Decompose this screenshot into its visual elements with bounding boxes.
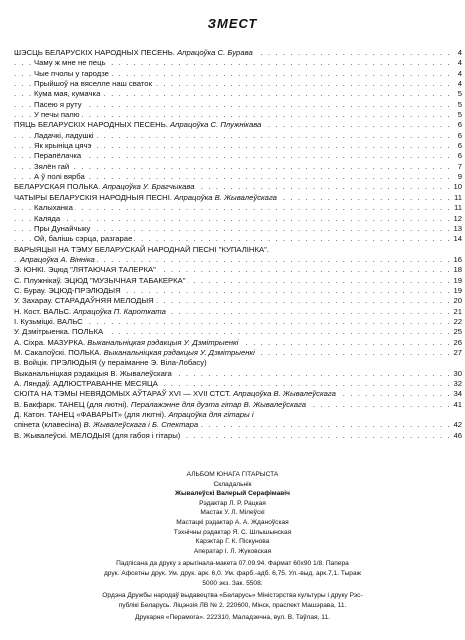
toc-page-number: 6	[450, 131, 462, 141]
toc-entry	[14, 69, 462, 79]
toc-page-number: 46	[450, 431, 462, 441]
toc-entry-text	[14, 317, 85, 327]
toc-entry-title: Н. Кост. ВАЛЬС.	[14, 306, 72, 316]
toc-entry-arranger: Апрацоўка А. Вінніка	[20, 254, 95, 264]
toc-entry-text	[34, 89, 102, 99]
toc-page-number: 12	[450, 214, 462, 224]
toc-page-number: 22	[450, 317, 462, 327]
toc-entry	[14, 214, 462, 224]
toc-entry-text	[34, 214, 62, 224]
toc-entry-arranger: Апрацоўка У. Брагчыкава	[102, 182, 195, 192]
colophon-line: Карэктар Г. К. Піскунова	[195, 538, 270, 546]
table-of-contents	[14, 48, 462, 441]
colophon	[0, 470, 465, 623]
toc-entry	[14, 203, 462, 213]
toc-entry	[14, 410, 462, 420]
toc-entry-text	[20, 255, 97, 265]
toc-page-number: 21	[450, 307, 462, 317]
toc-entry-title: Прыйшоў на вяселле наш сваток	[34, 79, 152, 89]
toc-entry-title: БЕЛАРУСКАЯ ПОЛЬКА.	[14, 182, 101, 192]
toc-entry-text	[14, 348, 257, 358]
toc-entry-text	[34, 224, 92, 234]
toc-page-number: 19	[450, 276, 462, 286]
toc-entry-title: А. Сіхра. МАЗУРКА.	[14, 337, 86, 347]
toc-entry-text	[14, 338, 240, 348]
toc-entry	[14, 48, 462, 58]
toc-entry-title: В. Войцік. ПРЭЛЮДЫЯ (у пераіманне Э. Віла-Лобасу)	[14, 358, 207, 368]
toc-entry-title: Перапёлачка	[34, 151, 82, 161]
colophon-line: Мастацкі рэдактар А. А. Жданоўская	[176, 518, 289, 526]
toc-entry-title: спінета (клавесіна)	[14, 420, 82, 430]
toc-entry-title: Калыханка	[34, 203, 73, 213]
toc-entry-title: СЮІТА НА ТЭМЫ НЕВЯДОМЫХ АЎТАРАЎ XVI — XVII СТСТ.	[14, 389, 231, 399]
toc-entry-text	[14, 400, 308, 410]
toc-entry-title: У. Дзмітрыенка. ПОЛЬКА	[14, 327, 104, 337]
toc-entry-arranger: Апрацоўка В. Жывалеўскага	[174, 192, 277, 202]
toc-entry-text	[14, 296, 156, 306]
toc-page-number: 6	[450, 120, 462, 130]
toc-page-number: 9	[450, 172, 462, 182]
toc-entry-text	[14, 431, 182, 441]
colophon-line: 5000 экз. Зак. 5508.	[202, 579, 263, 587]
toc-entry-title: Чаму ж мне не пець	[34, 58, 106, 68]
toc-entry-text	[34, 162, 71, 172]
toc-page-number: 4	[450, 48, 462, 58]
toc-entry-title: Зялён гай	[34, 161, 70, 171]
toc-entry-text	[14, 410, 256, 420]
toc-entry	[14, 317, 462, 327]
toc-entry	[14, 276, 462, 286]
toc-entry-title: Э. ЮНКІ. Эцюд "ЛЯТАЮЧАЯ ТАЛЕРКА"	[14, 265, 156, 275]
toc-page-number: 32	[450, 379, 462, 389]
toc-entry	[14, 58, 462, 68]
dot-leader	[14, 203, 450, 213]
toc-entry-text	[14, 120, 263, 130]
toc-entry-title: А ў полі вярба	[34, 172, 85, 182]
toc-page-number: 4	[450, 69, 462, 79]
toc-entry-text	[34, 100, 84, 110]
colophon-line: Складальнік	[213, 480, 252, 488]
toc-page-number: 34	[450, 389, 462, 399]
toc-page-number: 26	[450, 338, 462, 348]
toc-entry-text	[34, 203, 75, 213]
toc-entry-text	[34, 151, 83, 161]
toc-entry-title: Кума мая, кумачка	[34, 89, 101, 99]
colophon-line: Падпісана да друку з арыгінала-макета 07.09.94. Фармат 60х90 1/8. Папера	[116, 560, 349, 568]
toc-page-number: 7	[450, 162, 462, 172]
toc-entry	[14, 420, 462, 430]
toc-entry-text	[14, 379, 160, 389]
toc-page-number: 13	[450, 224, 462, 234]
toc-entry-text	[14, 358, 209, 368]
toc-entry	[14, 79, 462, 89]
toc-page-number: 18	[450, 265, 462, 275]
toc-page-number: 5	[450, 100, 462, 110]
toc-page-number: 6	[450, 151, 462, 161]
toc-entry-title: І. Кузьміцкі. ВАЛЬС	[14, 316, 83, 326]
toc-entry-arranger: Апрацоўка В. Жывалеўскага	[233, 389, 336, 399]
toc-page-number: 10	[450, 182, 462, 192]
colophon-line: друк. Афсетны друк. Ум. друк. арк. 6,0. Ум. фарб.-адб. 6,75. Ул.-выд. арк.7,1. Тыраж	[103, 569, 362, 577]
toc-entry-arranger: Выканальніцкая рэдакцыя У. Дзмітрыенкі	[103, 347, 255, 357]
toc-entry	[14, 265, 462, 275]
toc-page-number: 4	[450, 58, 462, 68]
colophon-line: Жывалеўскі Валерый Серафімавіч	[175, 490, 290, 498]
toc-entry-text	[14, 182, 197, 192]
toc-page-number: 42	[450, 420, 462, 430]
colophon-line: публікі Беларусь. Ліцэнзія ЛВ № 2. 220600, Мінск, праспект Машэрава, 11.	[118, 601, 347, 609]
toc-entry	[14, 348, 462, 358]
toc-entry	[14, 162, 462, 172]
colophon-line: Друкарня «Перамога». 222310, Маладзечна, вул. В. Таўлая, 11.	[135, 614, 330, 622]
toc-entry	[14, 89, 462, 99]
toc-entry	[14, 255, 462, 265]
toc-page-number: 11	[450, 203, 462, 213]
toc-entry-text	[34, 234, 134, 244]
toc-entry	[14, 110, 462, 120]
toc-entry-title: Выканальніцкая рэдакцыя В. Жывалеўскага	[14, 368, 172, 378]
toc-entry-title: В. Бакфарк. ТАНЕЦ (для лютні).	[14, 399, 129, 409]
toc-entry-text	[14, 327, 105, 337]
toc-entry	[14, 182, 462, 192]
dot-leader	[14, 162, 450, 172]
toc-entry-title: ПЯЦЬ БЕЛАРУСКІХ НАРОДНЫХ ПЕСЕНЬ.	[14, 120, 168, 130]
toc-entry-text	[34, 172, 87, 182]
toc-entry	[14, 151, 462, 161]
toc-entry-title: М. Сакалоўскі. ПОЛЬКА.	[14, 347, 102, 357]
toc-entry-title: У печы палю	[34, 110, 80, 120]
toc-entry-title: А. Ляндаў. АДЛЮСТРАВАННЕ МЕСЯЦА	[14, 379, 158, 388]
toc-entry-text	[14, 307, 168, 317]
colophon-line: АЛЬБОМ ЮНАГА ГІТАРЫСТА	[186, 471, 279, 478]
toc-entry-title: Ой, балішь сэрца, разгарае	[34, 234, 133, 244]
toc-entry	[14, 120, 462, 130]
toc-entry-arranger: В. Жывалеўскага і Б. Спектара	[83, 420, 199, 430]
toc-page-number: 14	[450, 234, 462, 244]
toc-entry	[14, 389, 462, 399]
toc-entry-arranger: Апрацоўка для гітары і	[168, 410, 254, 420]
toc-entry-text	[34, 69, 111, 79]
toc-entry-text	[34, 58, 107, 68]
toc-page-number: 11	[450, 193, 462, 203]
toc-entry	[14, 234, 462, 244]
toc-page-number: 20	[450, 296, 462, 306]
toc-entry-text	[34, 131, 96, 141]
toc-entry-arranger: Выканальніцкая рэдакцыя У. Дзмітрыенкі	[87, 337, 239, 347]
toc-entry	[14, 172, 462, 182]
toc-entry-arranger: Апрацоўка П. Каротката	[73, 306, 166, 316]
toc-entry-title: Каляда	[34, 213, 61, 223]
toc-entry-title: Чые пчолы у гародзе	[34, 68, 109, 78]
toc-entry-text	[14, 245, 271, 255]
toc-entry-arranger: Апрацоўка С. Бурава	[177, 48, 253, 57]
toc-entry	[14, 400, 462, 410]
toc-entry	[14, 131, 462, 141]
toc-entry-title: Як крыніца цячэ	[34, 141, 92, 151]
toc-entry-title: С. Бурау. ЭЦЮД-ПРЭЛЮДЫЯ	[14, 285, 121, 295]
toc-page-number: 16	[450, 255, 462, 265]
toc-entry-title: Пры Дунайчыку	[34, 223, 91, 233]
toc-entry-title: У. Захарау. СТАРАДАЎНЯЯ МЕЛОДЫЯ	[14, 296, 154, 306]
toc-entry-text	[14, 286, 123, 296]
toc-page-number: 6	[450, 141, 462, 151]
toc-entry-text	[14, 420, 200, 430]
toc-entry	[14, 245, 462, 255]
toc-entry-title: ЧАТЫРЫ БЕЛАРУСКІЯ НАРОДНЫЯ ПЕСНІ.	[14, 192, 172, 202]
toc-entry	[14, 224, 462, 234]
toc-entry	[14, 286, 462, 296]
dot-leader	[14, 214, 450, 224]
toc-entry-text	[14, 369, 174, 379]
toc-entry-title: С. Плужнікаў. ЭЦЮД "МУЗЫЧНАЯ ТАБАКЕРКА"	[14, 275, 186, 285]
toc-entry-text	[14, 48, 255, 58]
toc-entry	[14, 338, 462, 348]
colophon-line: Аператар І. Л. Жуковская	[193, 547, 272, 555]
toc-entry-title: Пасею я руту	[34, 99, 82, 109]
toc-entry-title: ШЭСЦЬ БЕЛАРУСКІХ НАРОДНЫХ ПЕСЕНЬ.	[14, 48, 175, 57]
toc-entry	[14, 369, 462, 379]
toc-entry-arranger: Пералажэнне для дуэта гітар В. Жывалеўскага	[130, 399, 307, 409]
toc-entry-text	[14, 193, 279, 203]
toc-entry-text	[14, 389, 338, 399]
toc-entry	[14, 431, 462, 441]
toc-entry-title: ВАРЫЯЦЫІ НА ТЭМУ БЕЛАРУСКАЙ НАРОДНАЙ ПЕСНІ "КУПАЛІНКА".	[14, 244, 269, 254]
toc-entry-text	[34, 79, 154, 89]
colophon-line: Ордэна Дружбы народаў выдавецтва «Беларусь» Міністэрства культуры і друку Рэс-	[102, 592, 363, 600]
colophon-line: Тэхнічны рэдактар Я. С. Шлышынская	[173, 528, 292, 536]
page-title: ЗМЕСТ	[207, 16, 258, 31]
toc-entry-title: Д. Катон. ТАНЕЦ «ФАВАРЫТ» (для лютні).	[14, 410, 167, 420]
colophon-line: Мастак У. Л. Мілеўскі	[200, 509, 265, 517]
toc-page-number: 41	[450, 400, 462, 410]
toc-entry-title: Ладачкі, ладушкі	[34, 130, 94, 140]
toc-entry-text	[34, 110, 82, 120]
toc-entry-title: В. Жывалеўскі. МЕЛОДЫЯ (для габоя і гітары)	[14, 430, 181, 440]
toc-page-number: 27	[450, 348, 462, 358]
toc-entry-arranger: Апрацоўка С. Плужнікава	[170, 120, 262, 130]
toc-entry	[14, 307, 462, 317]
toc-entry	[14, 379, 462, 389]
toc-entry-text	[14, 265, 158, 275]
toc-page-number: 30	[450, 369, 462, 379]
toc-page-number: 25	[450, 327, 462, 337]
toc-entry	[14, 100, 462, 110]
toc-page-number: 4	[450, 79, 462, 89]
toc-entry	[14, 193, 462, 203]
toc-page-number: 5	[450, 89, 462, 99]
toc-entry	[14, 141, 462, 151]
toc-entry	[14, 296, 462, 306]
toc-entry	[14, 327, 462, 337]
toc-page-number: 19	[450, 286, 462, 296]
toc-entry	[14, 358, 462, 368]
toc-entry-text	[34, 141, 93, 151]
colophon-line: Рэдактар Л. Р. Рацкая	[199, 499, 266, 507]
toc-page-number: 5	[450, 110, 462, 120]
toc-entry-text	[14, 276, 187, 286]
